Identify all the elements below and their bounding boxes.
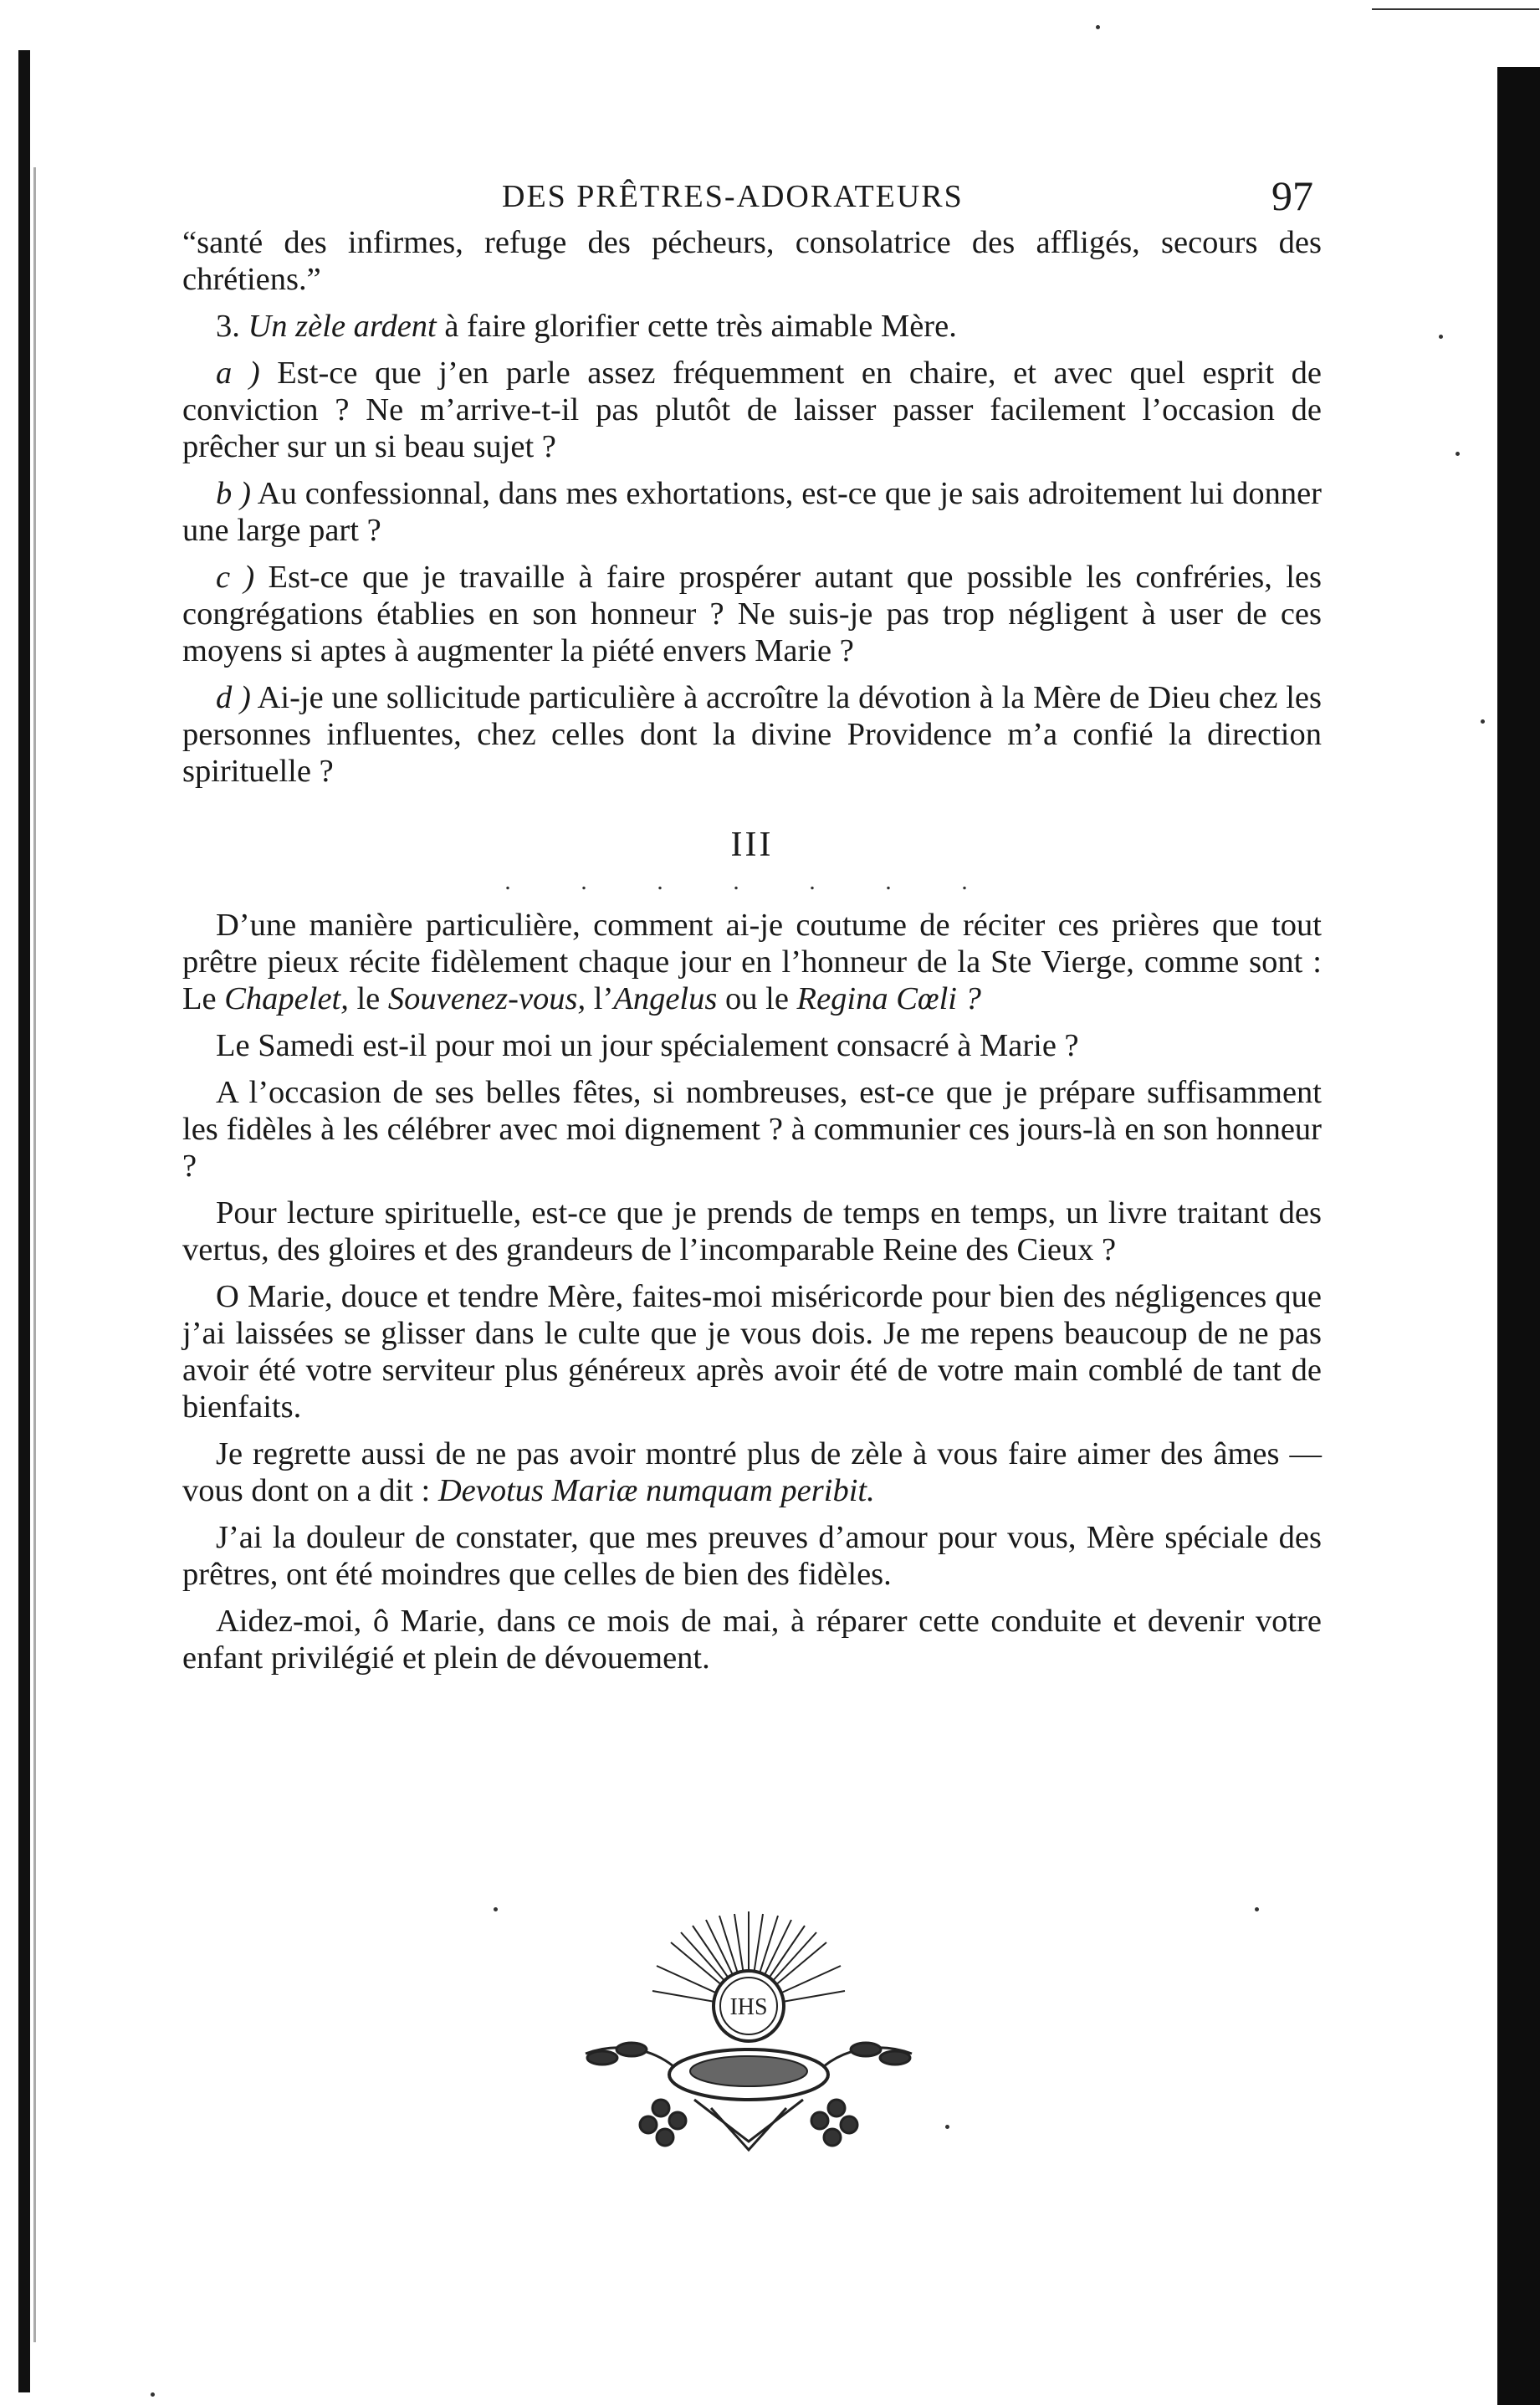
section-heading: III (730, 826, 774, 864)
binding-shadow-left (18, 50, 30, 2392)
paragraph-o-marie: O Marie, douce et tendre Mère, faites-moi miséricorde pour bien des négligences que j’ai laissées se glisser dans le culte que je vous dois. Je me repens beaucoup de ne pas avoir été votre serviteur plus généreux après avoir été de votre main comblé de tant de bienfaits. (182, 1279, 1322, 1425)
item-label-c: c ) (216, 560, 255, 595)
paragraph-c: c ) Est-ce que je travaille à faire prospérer autant que possible les confréries, les congrégations établies en son honneur ? Ne suis-je pas trop négligent à user de ces moyens si aptes à augmenter la piété envers Marie ? (182, 560, 1322, 668)
paragraph-point-3: 3. Un zèle ardent à faire glorifier cette très aimable Mère. (216, 309, 957, 344)
speck (1096, 25, 1100, 29)
scan-edge-right (1497, 0, 1540, 2405)
paragraph-samedi: Le Samedi est-il pour moi un jour spécialement consacré à Marie ? (216, 1028, 1079, 1063)
item-label-d: d ) (216, 680, 251, 715)
scan-top-rule (1372, 8, 1539, 10)
paragraph-aidez: Aidez-moi, ô Marie, dans ce mois de mai, à réparer cette conduite et devenir votre enfant privilégié et plein de dévouement. (182, 1604, 1322, 1676)
scan-edge-gap (1497, 0, 1540, 67)
paragraph-lecture: Pour lecture spirituelle, est-ce que je prends de temps en temps, un livre traitant des vertus, des gloires et des grandeurs de l’incomparable Reine des Cieux ? (182, 1195, 1322, 1267)
speck (945, 2125, 949, 2129)
speck (151, 2392, 155, 2397)
speck (494, 1907, 498, 1911)
paragraph-fetes: A l’occasion de ses belles fêtes, si nombreuses, est-ce que je prépare suffisamment les fidèles à les célébrer avec moi dignement ? à communier ces jours-là en son honneur ? (182, 1075, 1322, 1184)
running-head: DES PRÊTRES-ADORATEURS (502, 179, 964, 214)
ihs-monogram: IHS (729, 1994, 768, 2020)
speck (1456, 452, 1460, 456)
paragraph-regrette: Je regrette aussi de ne pas avoir montré plus de zèle à vous faire aimer des âmes — vous dont on a dit : Devotus Mariæ numquam peribit. (182, 1436, 1322, 1508)
speck (1481, 719, 1485, 724)
paragraph-a: a ) Est-ce que j’en parle assez fréquemment en chaire, et avec quel esprit de conviction ? Ne m’arrive-t-il pas plutôt de laisser passer facilement l’occasion de prêcher sur un si beau sujet ? (182, 356, 1322, 464)
binding-edge-line (33, 167, 36, 2342)
paragraph-douleur: J’ai la douleur de constater, que mes preuves d’amour pour vous, Mère spéciale des prêtres, ont été moindres que celles de bien des fidèles. (182, 1520, 1322, 1592)
item-label-a: a ) (216, 356, 260, 391)
section-dots: . . . . . . . (504, 867, 1000, 895)
item-label-b: b ) (216, 476, 251, 511)
speck (1255, 1907, 1259, 1911)
page-number: 97 (1271, 172, 1313, 219)
paragraph-d: d ) Ai-je une sollicitude particulière à accroître la dévotion à la Mère de Dieu chez les personnes influentes, chez celles dont la divine Providence m’a confié la direction spirituelle ? (182, 680, 1323, 789)
body-text (182, 224, 1322, 1686)
paragraph-b: b ) Au confessionnal, dans mes exhortations, est-ce que je sais adroitement lui donner une large part ? (182, 476, 1322, 548)
paragraph-litany: “santé des infirmes, refuge des pécheurs, consolatrice des affligés, secours des chrétiens.” (182, 225, 1322, 297)
speck (1439, 335, 1443, 339)
ihs-sunburst-ornament-icon (569, 1907, 929, 2158)
paragraph-recite: D’une manière particulière, comment ai-je coutume de réciter ces prières que tout prêtre pieux récite fidèlement chaque jour en l’honneur de la Ste Vierge, comme sont : Le Chapelet, le Souvenez-vous, l’Angelus ou le Regina Cœli ? (182, 908, 1322, 1016)
